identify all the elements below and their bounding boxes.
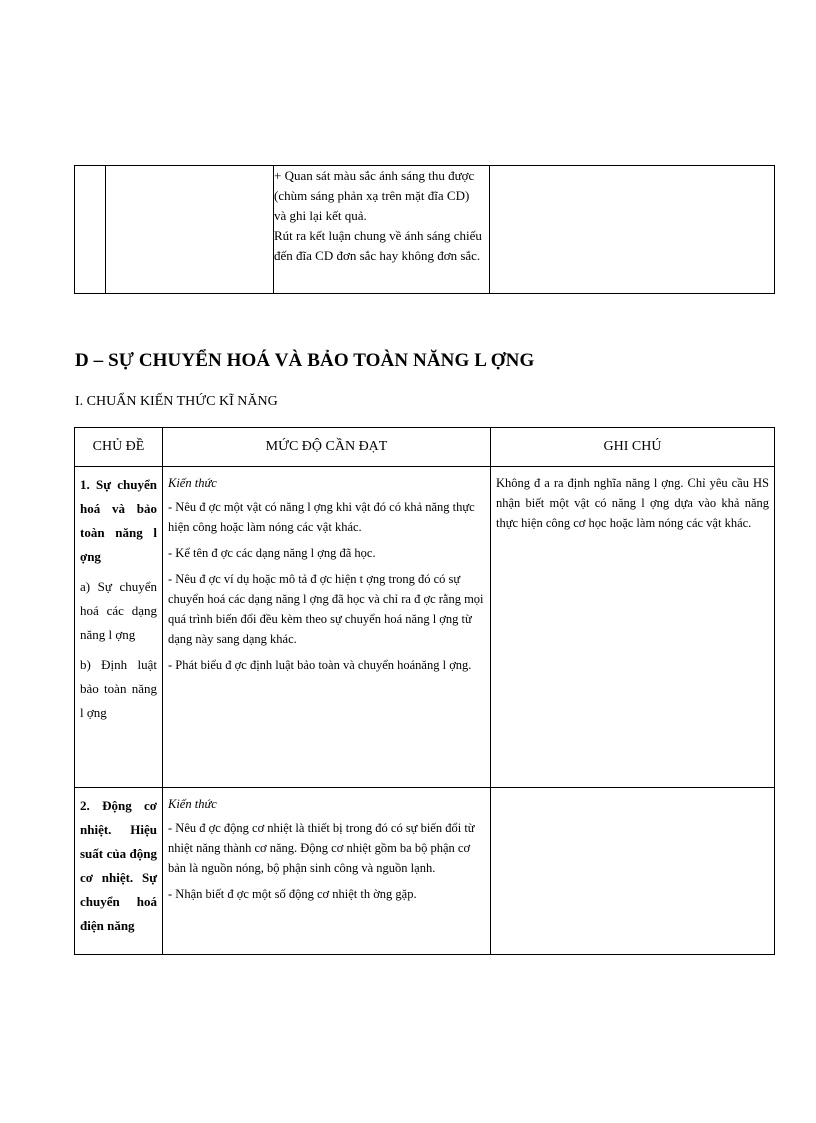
- topic-subitem: b) Định luật bảo toàn năng l ợng: [80, 657, 157, 720]
- requirement-item: - Phát biểu đ ợc định luật bảo toàn và chuyển hoánăng l ợng.: [168, 658, 472, 672]
- observation-cell: [274, 166, 490, 294]
- requirement-item: - Nhận biết đ ợc một số động cơ nhiệt th ờng gặp.: [168, 887, 417, 901]
- topic-cell: [75, 788, 163, 955]
- text-line: đến đĩa CD đơn sắc hay không đơn sắc.: [274, 248, 481, 263]
- empty-cell: [106, 166, 274, 294]
- section-subheading: I. CHUẨN KIẾN THỨC KĨ NĂNG: [75, 394, 278, 409]
- standards-table: [74, 427, 775, 955]
- requirements-cell: [163, 467, 491, 788]
- text-line: (chùm sáng phản xạ trên mặt đĩa CD): [274, 188, 470, 203]
- table-row: [75, 467, 775, 788]
- requirement-item: - Nêu đ ợc động cơ nhiệt là thiết bị trong đó có sự biến đổi từ nhiệt năng thành cơ năng. Động cơ nhiệt gồm ba bộ phận cơ bản là nguồn nóng, bộ phận sinh công và nguồn lạnh.: [168, 821, 475, 875]
- requirement-item: - Nêu đ ợc một vật có năng l ợng khi vật đó có khả năng thực hiện công hoặc làm nóng các vật khác.: [168, 500, 475, 534]
- requirements-cell: [163, 788, 491, 955]
- requirement-item: - Kể tên đ ợc các dạng năng l ợng đã học.: [168, 546, 376, 560]
- header-notes: GHI CHÚ: [491, 428, 775, 467]
- section-heading: D – SỰ CHUYỂN HOÁ VÀ BẢO TOÀN NĂNG L ỢNG: [75, 350, 535, 371]
- text-line: + Quan sát màu sắc ánh sáng thu được: [274, 168, 475, 183]
- text-line: và ghi lại kết quả.: [274, 208, 367, 223]
- knowledge-label: Kiến thức: [168, 797, 217, 811]
- header-topic: CHỦ ĐỀ: [75, 428, 163, 467]
- note-cell: [491, 788, 775, 955]
- requirement-item: - Nêu đ ợc ví dụ hoặc mô tả đ ợc hiện t ợng trong đó có sự chuyển hoá các dạng năng l ợng đã học và chỉ ra đ ợc rằng mọi quá trình biến đổi đều kèm theo sự chuyển hoá năng l ợng từ dạng này sang dạng khác.: [168, 572, 484, 646]
- table-row: [75, 788, 775, 955]
- text-line: Rút ra kết luận chung về ánh sáng chiếu: [274, 228, 482, 243]
- empty-cell: [490, 166, 775, 294]
- topic-subitem: a) Sự chuyển hoá các dạng năng l ợng: [80, 579, 157, 642]
- topic-cell: [75, 467, 163, 788]
- note-cell: Không đ a ra định nghĩa năng l ợng. Chỉ yêu cầu HS nhận biết một vật có năng l ợng dựa vào khả năng thực hiện công cơ học hoặc làm nóng các vật khác.: [491, 467, 775, 788]
- continued-table: [74, 165, 775, 294]
- topic-title: 1. Sự chuyển hoá và bảo toàn năng l ợng: [80, 477, 157, 564]
- header-requirements: MỨC ĐỘ CẦN ĐẠT: [163, 428, 491, 467]
- knowledge-label: Kiến thức: [168, 476, 217, 490]
- topic-title: 2. Động cơ nhiệt. Hiệu suất của động cơ nhiệt. Sự chuyển hoá điện năng: [80, 798, 157, 933]
- empty-cell: [75, 166, 106, 294]
